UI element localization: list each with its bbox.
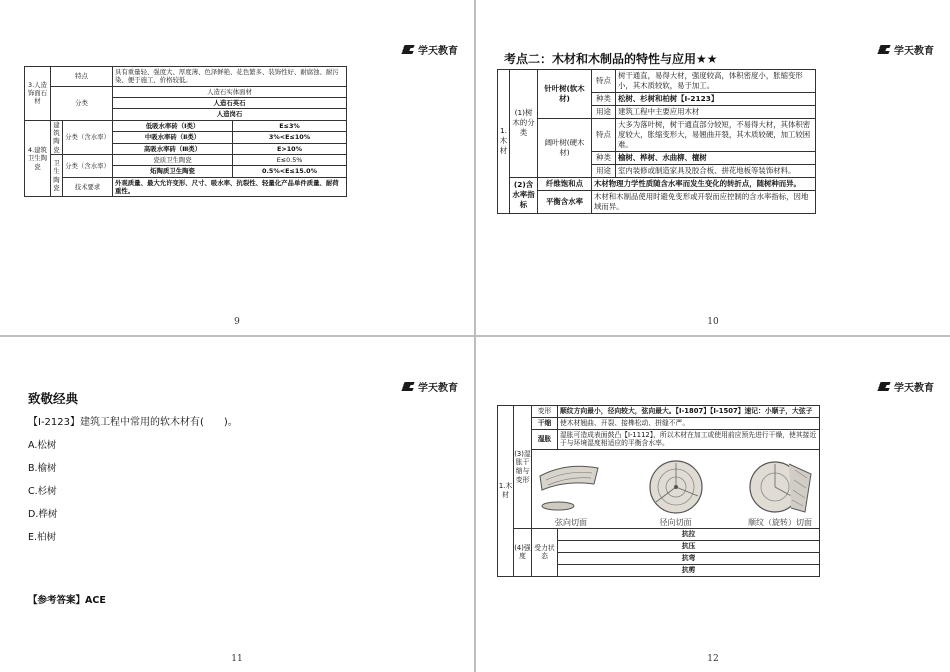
- sub-sanitary-ceramics: 卫生陶瓷: [51, 154, 63, 196]
- option-c: C.杉树: [28, 486, 57, 497]
- class-by-water-b: 分类（含水率）: [63, 154, 113, 177]
- label-deform: 变形: [532, 406, 558, 418]
- force-item: 抗压: [558, 541, 820, 553]
- class-item: 人造岗石: [113, 109, 347, 120]
- caption-tangential: 弦向切面: [555, 517, 587, 527]
- sanitary-value: 0.5%<E≤15.0%: [233, 166, 347, 177]
- logo-mark-icon: [402, 45, 415, 54]
- label-feature: 特点: [592, 118, 616, 151]
- logo-text: 学天教育: [894, 46, 934, 57]
- class-by-water-a: 分类（含水率）: [63, 120, 113, 154]
- section-title: 考点二：木材和木制品的特性与应用★★: [504, 52, 718, 66]
- radial-cut-figure: [646, 458, 706, 528]
- deform-text: 顺纹方向最小，径向较大，弦向最大。【Ⅰ-1807】【Ⅰ-1507】速记：小顺子，大弦子: [558, 406, 820, 418]
- tech-label: 技术要求: [63, 177, 113, 197]
- slide-page-12: [476, 337, 950, 672]
- row-label-features: 特点: [51, 67, 113, 87]
- emc-text: 木材和木制品使用时避免变形或开裂而应控制的含水率指标，因地域而异。: [592, 190, 816, 213]
- logo-mark-icon: [878, 382, 891, 391]
- page-number: 11: [231, 654, 243, 664]
- label-use: 用途: [592, 105, 616, 118]
- logo-mark-icon: [878, 45, 891, 54]
- label-use: 用途: [592, 164, 616, 177]
- wood-deformation-table: [497, 405, 820, 577]
- label-kind: 种类: [592, 92, 616, 105]
- brand-logo: [402, 379, 458, 394]
- wet-swell-text: 湿胀可造成表面鼓凸【Ⅰ-1112】，所以木材在加工或使用前应预先进行干燥，使其接近于与环境湿度相适应的平衡含水率。: [558, 429, 820, 450]
- option-d: D.桦树: [28, 509, 58, 520]
- fsp-label: 纤维饱和点: [538, 177, 592, 190]
- ceramic-value: E>10%: [233, 143, 347, 154]
- tangential-cut-figure: [536, 458, 606, 528]
- sanitary-name: 瓷质卫生陶瓷: [113, 154, 233, 165]
- row-label-class: 分类: [51, 86, 113, 120]
- question-text: 【Ⅰ-2123】建筑工程中常用的软木材有( )。: [28, 417, 238, 428]
- ceramic-name: 低吸水率砖（Ⅰ类）: [113, 120, 233, 131]
- conifer-label: 针叶树(软木材): [538, 70, 592, 119]
- broadleaf-feature: 大多为落叶树，树干通直部分较短，不易得大材，其体积密度较大，胀缩变形大，易翘曲开裂，其木质较硬，加工较困难。: [616, 118, 816, 151]
- logo-text: 学天教育: [418, 46, 458, 57]
- brand-logo: [878, 42, 934, 57]
- section-heading: 致敬经典: [28, 391, 79, 406]
- logo-mark-icon: [402, 382, 415, 391]
- longitudinal-cut-icon: [745, 458, 815, 516]
- label-feature: 特点: [592, 70, 616, 93]
- broadleaf-label: 阔叶树(硬木材): [538, 118, 592, 177]
- emc-label: 平衡含水率: [538, 190, 592, 213]
- swell-shrink-label: (3)湿胀干缩与变形: [514, 406, 532, 529]
- ceramic-name: 中吸水率砖（Ⅱ类）: [113, 132, 233, 143]
- option-a: A.松树: [28, 440, 57, 451]
- force-item: 抗剪: [558, 564, 820, 576]
- broadleaf-kind: 榆树、桦树、水曲柳、檀树: [616, 151, 816, 164]
- sanitary-value: E≤0.5%: [233, 154, 347, 165]
- caption-longitudinal: 顺纹（旋转）切面: [748, 517, 812, 527]
- caption-radial: 径向切面: [659, 517, 692, 527]
- reference-answer: 【参考答案】ACE: [28, 595, 106, 606]
- sub-building-ceramics: 建筑陶瓷: [51, 120, 63, 154]
- sanitary-name: 炻陶质卫生陶瓷: [113, 166, 233, 177]
- label-wet-swell: 湿胀: [532, 429, 558, 450]
- brand-logo: [878, 379, 934, 394]
- dry-shrink-text: 使木材翘曲、开裂、接榫松动、拼缝不严。: [558, 417, 820, 429]
- group-artificial-stone: 3.人造饰面石材: [25, 67, 51, 121]
- class-item: 人造石英石: [113, 97, 347, 108]
- page-number: 10: [707, 317, 719, 327]
- ceramic-value: 3%<E≤10%: [233, 132, 347, 143]
- wood-group-label: 1.木材: [498, 70, 510, 214]
- tech-text: 外观质量、最大允许变形、尺寸、吸水率、抗裂性、轻量化产品单件质量、耐荷重性。: [113, 177, 347, 197]
- broadleaf-use: 室内装修或制造家具及胶合板、拼花地板等装饰材料。: [616, 164, 816, 177]
- option-b: B.榆树: [28, 463, 57, 474]
- ceramic-value: E≤3%: [233, 120, 347, 131]
- slide-page-11: [0, 337, 474, 672]
- conifer-use: 建筑工程中主要应用木材: [616, 105, 816, 118]
- stone-ceramic-table: [24, 66, 347, 197]
- page-number: 9: [234, 317, 240, 327]
- logo-text: 学天教育: [894, 383, 934, 394]
- slide-page-10: [476, 0, 950, 335]
- ceramic-name: 高吸水率砖（Ⅲ类）: [113, 143, 233, 154]
- features-text: 具有重量轻、强度大、厚度薄、色泽鲜艳、花色繁多、装饰性好、耐腐蚀、耐污染、便于施工、价格较低。: [113, 67, 347, 87]
- tree-class-label: (1)树木的分类: [510, 70, 538, 178]
- wood-properties-table: [497, 69, 816, 214]
- fsp-text: 木材物理力学性质随含水率而发生变化的转折点，随树种而异。: [592, 177, 816, 190]
- force-state-label: 受力状态: [532, 529, 558, 576]
- group-sanitary-ceramics: 4.建筑卫生陶瓷: [25, 120, 51, 197]
- longitudinal-cut-figure: [745, 458, 815, 528]
- moisture-index-label: (2)含水率指标: [510, 177, 538, 213]
- cut-surface-figures: [532, 450, 820, 529]
- radial-cut-icon: [646, 458, 706, 516]
- brand-logo: [402, 42, 458, 57]
- strength-label: (4)强度: [514, 529, 532, 576]
- tangential-cut-icon: [536, 458, 606, 516]
- label-dry-shrink: 干缩: [532, 417, 558, 429]
- label-kind: 种类: [592, 151, 616, 164]
- wood-group-label: 1.木材: [498, 406, 514, 577]
- force-item: 抗弯: [558, 552, 820, 564]
- slide-page-9: [0, 0, 474, 335]
- class-item: 人造石实体面材: [113, 86, 347, 97]
- option-e: E.柏树: [28, 532, 57, 543]
- page-number: 12: [707, 654, 719, 664]
- logo-text: 学天教育: [418, 383, 458, 394]
- conifer-feature: 树干通直，易得大材，强度较高，体积密度小，胀缩变形小，其木质较软，易于加工。: [616, 70, 816, 93]
- force-item: 抗拉: [558, 529, 820, 541]
- conifer-kind: 松树、杉树和柏树【Ⅰ-2123】: [616, 92, 816, 105]
